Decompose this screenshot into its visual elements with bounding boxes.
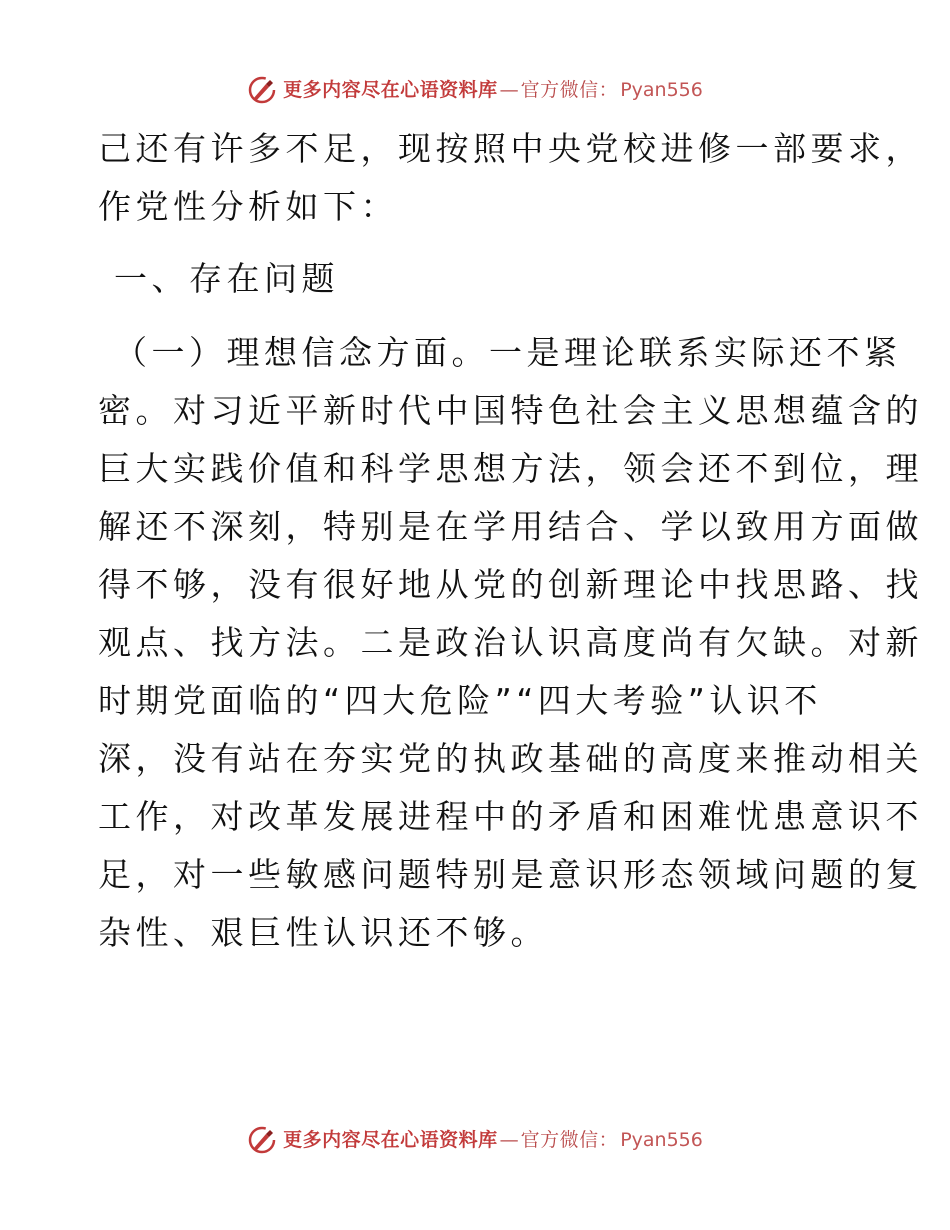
watermark-wechat-id: Pyan556 <box>620 78 703 101</box>
text-line: 深，没有站在夯实党的执政基础的高度来推动相关 <box>98 739 923 778</box>
watermark-separator: — <box>499 1128 519 1151</box>
watermark-main-text: 更多内容尽在心语资料库 <box>283 78 498 101</box>
section-heading: 一、存在问题 <box>114 259 339 298</box>
text-line: 密。对习近平新时代中国特色社会主义思想蕴含的 <box>98 391 923 430</box>
watermark-main-text: 更多内容尽在心语资料库 <box>283 1128 498 1151</box>
pen-circle-logo-icon <box>247 75 277 105</box>
watermark-wechat-label: 官方微信： <box>520 78 619 101</box>
subsection-paragraph-start: （一）理想信念方面。一是理论联系实际还不紧 <box>114 333 902 372</box>
text-line: 时期党面临的“四大危险”“四大考验”认识不 <box>98 681 822 720</box>
header-watermark <box>0 70 950 110</box>
watermark-wechat-label: 官方微信： <box>520 1128 619 1151</box>
text-line: 作党性分析如下： <box>98 187 398 226</box>
watermark-wechat-id: Pyan556 <box>620 1128 703 1151</box>
text-line: 杂性、艰巨性认识还不够。 <box>98 913 548 952</box>
text-line: 解还不深刻，特别是在学用结合、学以致用方面做 <box>98 507 923 546</box>
text-line: 工作，对改革发展进程中的矛盾和困难忧患意识不 <box>98 797 923 836</box>
footer-watermark <box>0 1120 950 1160</box>
text-line: 己还有许多不足，现按照中央党校进修一部要求， <box>98 129 923 168</box>
watermark-separator: — <box>499 78 519 101</box>
text-line: 巨大实践价值和科学思想方法，领会还不到位，理 <box>98 449 923 488</box>
pen-circle-logo-icon <box>247 1125 277 1155</box>
text-line: 足，对一些敏感问题特别是意识形态领域问题的复 <box>98 855 923 894</box>
text-line: 观点、找方法。二是政治认识高度尚有欠缺。对新 <box>98 623 923 662</box>
text-line: 得不够，没有很好地从党的创新理论中找思路、找 <box>98 565 923 604</box>
